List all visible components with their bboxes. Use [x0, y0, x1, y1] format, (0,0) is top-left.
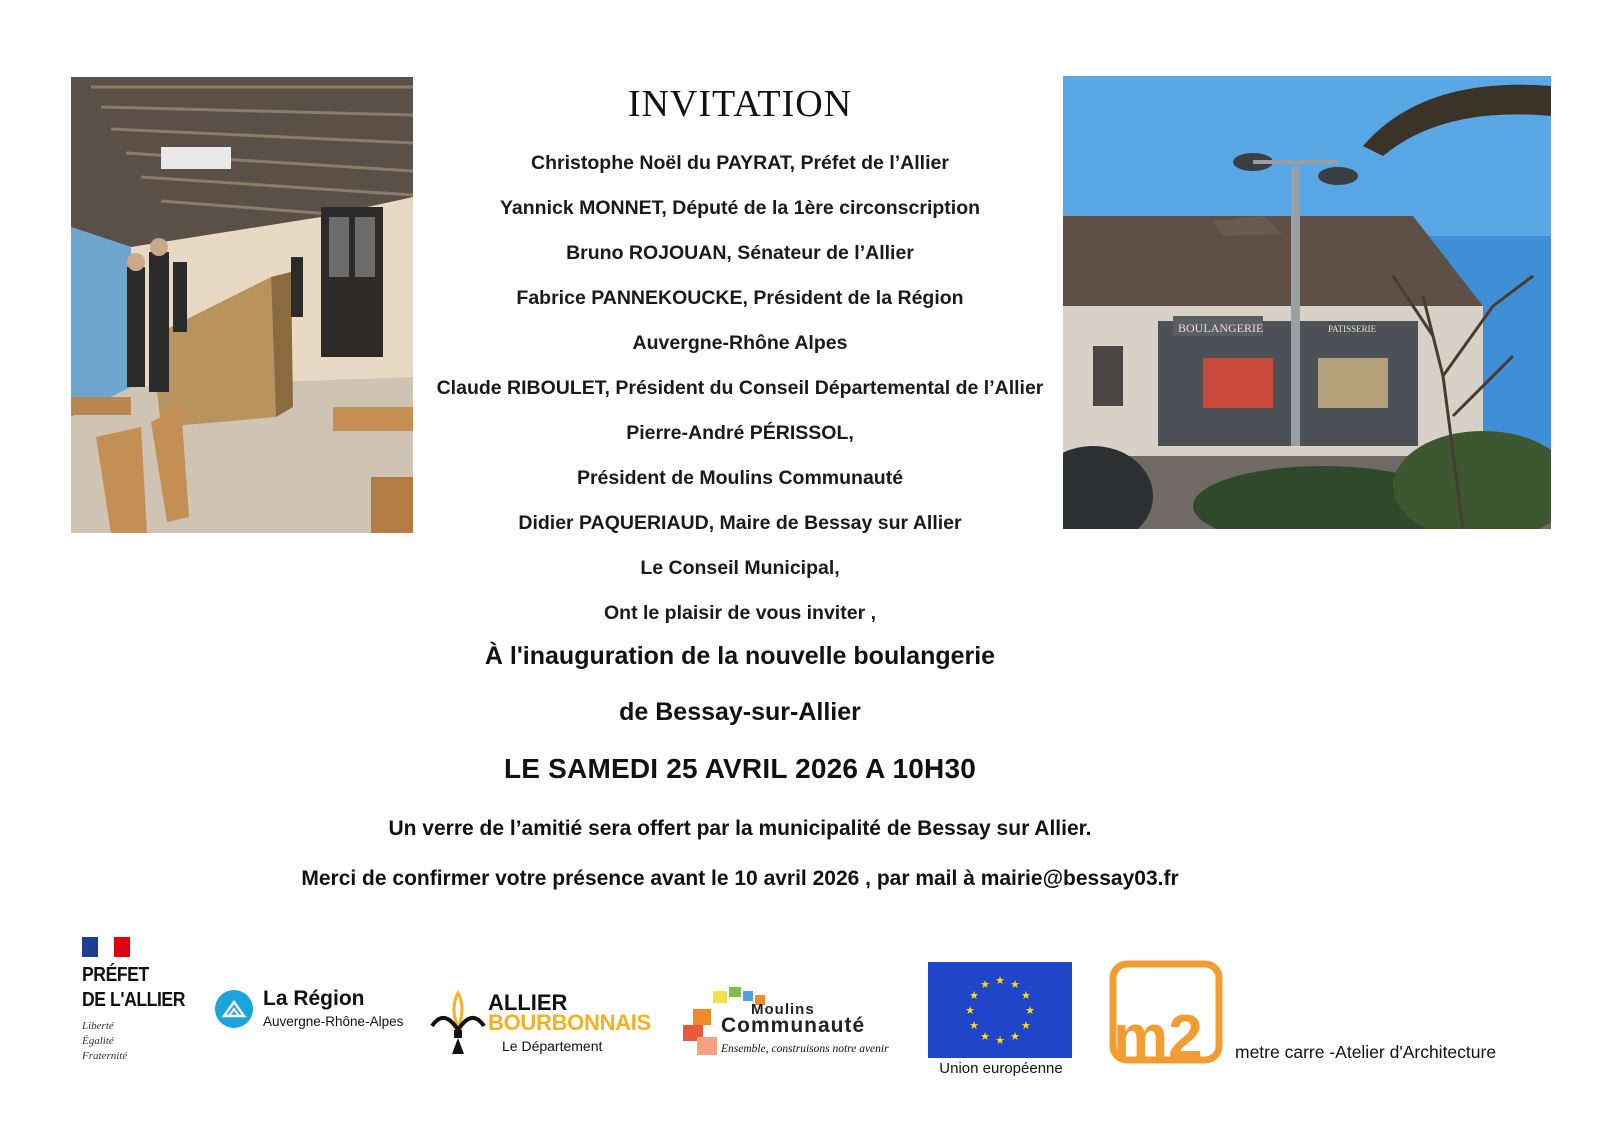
eu-logo	[928, 962, 1074, 1082]
host-line: Ont le plaisir de vous inviter ,	[604, 602, 876, 624]
eu-star-icon: ★	[980, 1030, 990, 1043]
bakery-exterior-photo	[1063, 76, 1551, 529]
eu-star-icon: ★	[1021, 1020, 1031, 1032]
host-line: Fabrice PANNEKOUCKE, Président de la Région	[516, 287, 964, 309]
eu-star-icon: ★	[995, 975, 1005, 987]
moulins-line1: Moulins	[751, 1001, 815, 1018]
region-logo	[215, 985, 415, 1035]
prefet-allier-logo	[82, 937, 202, 1067]
m2-caption: metre carre -Atelier d'Architecture	[1235, 1042, 1497, 1062]
drink-notice: Un verre de l’amitié sera offert par la municipalité de Bessay sur Allier.	[388, 817, 1092, 840]
eu-star-icon: ★	[969, 990, 979, 1002]
event-title-line1: À l'inauguration de la nouvelle boulangerie	[484, 642, 996, 670]
french-flag-icon	[82, 937, 130, 957]
moulins-line2: Communauté	[721, 1014, 866, 1037]
allier-departement-logo	[430, 988, 670, 1060]
host-line: Yannick MONNET, Député de la 1ère circonscription	[499, 197, 981, 219]
region-mountain-icon	[215, 990, 253, 1028]
eu-star-icon: ★	[980, 979, 990, 992]
host-line: Bruno ROJOUAN, Sénateur de l’Allier	[566, 242, 914, 264]
region-title: La Région	[263, 987, 365, 1010]
bakery-interior-photo	[71, 77, 413, 533]
prefet-line1: PRÉFET	[82, 964, 149, 986]
rsvp-notice: Merci de confirmer votre présence avant le 10 avril 2026 , par mail à mairie@bessay03.fr	[301, 867, 1179, 890]
eu-star-icon: ★	[995, 1035, 1005, 1047]
fleur-de-lis-icon	[430, 988, 486, 1058]
prefet-line2: DE L'ALLIER	[82, 989, 185, 1011]
eu-star-icon: ★	[1010, 979, 1020, 992]
eu-star-icon: ★	[969, 1020, 979, 1032]
host-line: Président de Moulins Communauté	[576, 467, 904, 489]
motto-liberte: Liberté	[82, 1020, 114, 1032]
event-date: LE SAMEDI 25 AVRIL 2026 A 10H30	[503, 753, 976, 784]
host-line: Christophe Noël du PAYRAT, Préfet de l’Allier	[531, 152, 949, 174]
eu-flag-icon	[928, 962, 1072, 1058]
allier-line1: ALLIER	[488, 990, 568, 1015]
storefront-sign-boulangerie: BOULANGERIE	[1178, 321, 1264, 335]
moulins-communaute-logo	[683, 985, 903, 1065]
allier-subtitle: Le Département	[502, 1038, 603, 1054]
m2-mark: m2	[1113, 1003, 1203, 1070]
host-line: Auvergne-Rhône Alpes	[632, 332, 848, 354]
eu-star-icon: ★	[1021, 990, 1031, 1002]
region-subtitle: Auvergne-Rhône-Alpes	[263, 1014, 404, 1029]
eu-star-icon: ★	[965, 1005, 975, 1017]
eu-star-icon: ★	[1025, 1005, 1035, 1017]
allier-line2: BOURBONNAIS	[488, 1010, 651, 1035]
invitation-title: INVITATION	[627, 83, 853, 125]
eu-star-icon: ★	[1010, 1030, 1020, 1043]
m2-mark-icon	[1107, 960, 1227, 1070]
hosts-list	[420, 146, 1060, 641]
storefront-sign-patisserie: PATISSERIE	[1328, 324, 1377, 334]
motto-egalite: Égalité	[82, 1035, 114, 1047]
host-line: Pierre-André PÉRISSOL,	[626, 422, 854, 444]
eu-label: Union européenne	[939, 1060, 1063, 1077]
m2-architecture-logo	[1107, 960, 1527, 1070]
host-line: Le Conseil Municipal,	[640, 557, 840, 579]
moulins-tagline: Ensemble, construisons notre avenir	[721, 1043, 889, 1055]
host-line: Didier PAQUERIAUD, Maire de Bessay sur Allier	[518, 512, 962, 534]
host-line: Claude RIBOULET, Président du Conseil Départemental de l’Allier	[436, 377, 1044, 399]
event-title-line2: de Bessay-sur-Allier	[619, 698, 861, 726]
motto-fraternite: Fraternité	[82, 1050, 128, 1062]
